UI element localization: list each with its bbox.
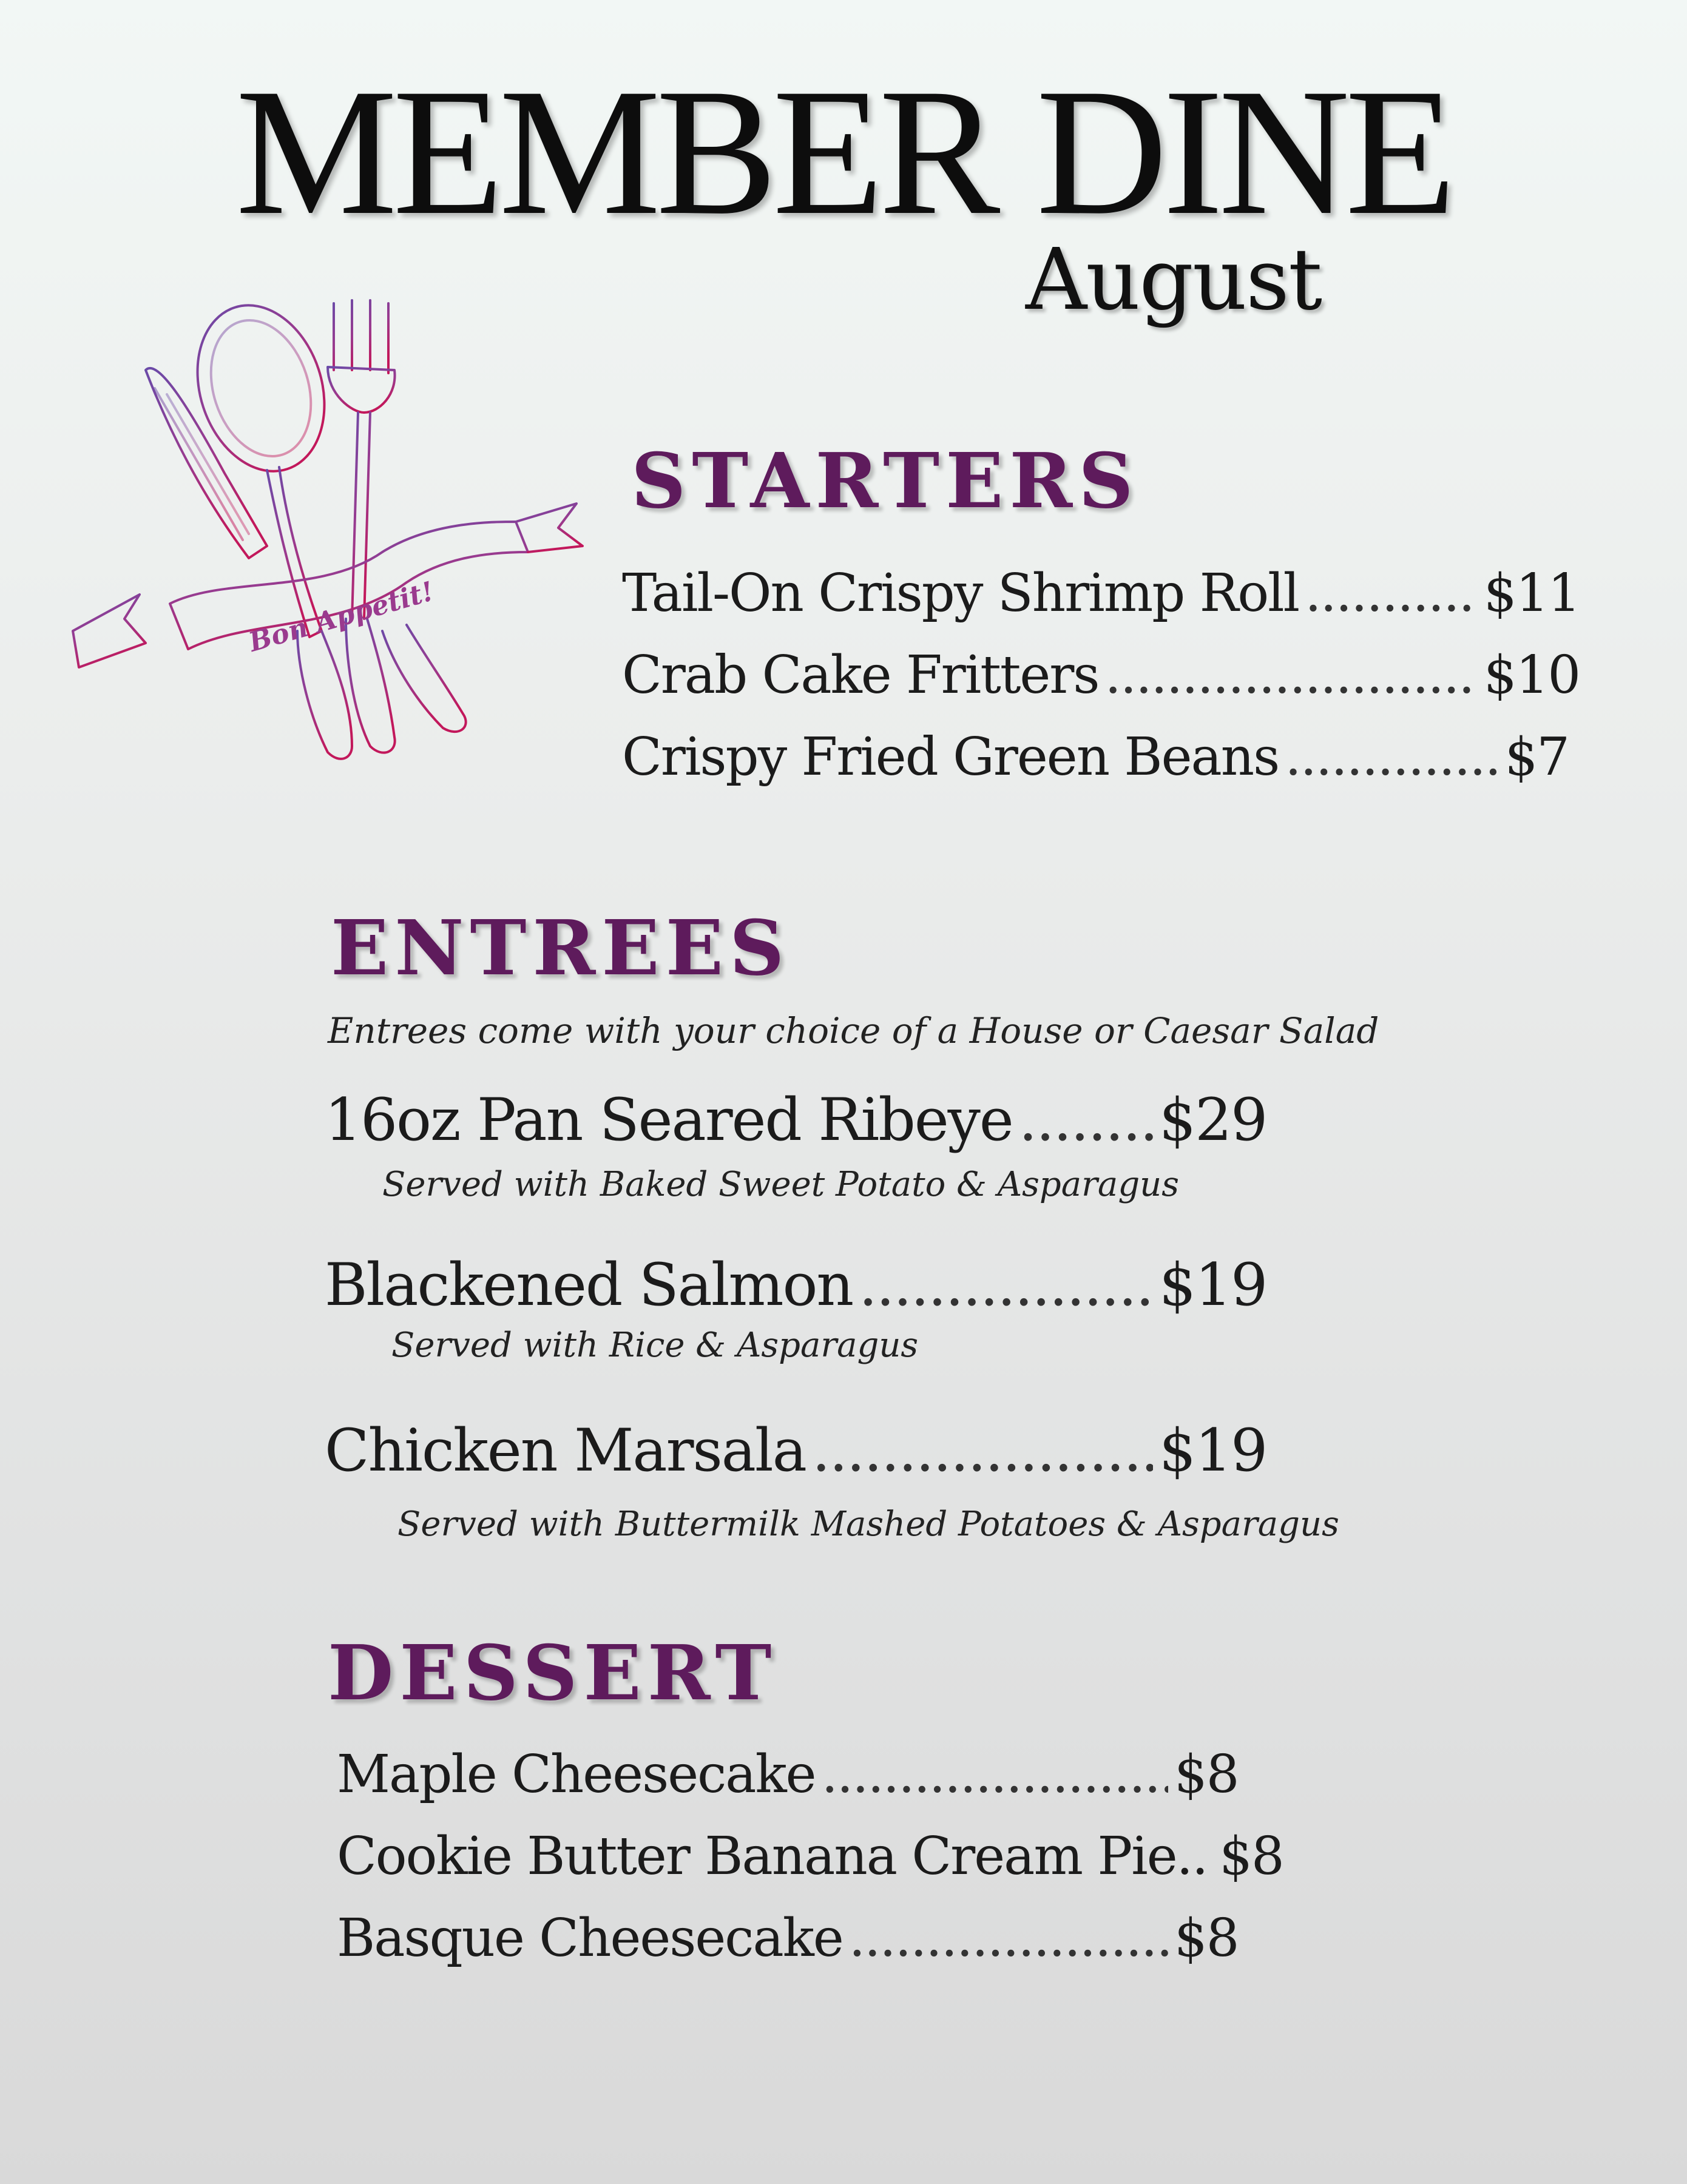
menu-item [622,645,1580,706]
menu-item [622,727,1569,787]
item-name: Basque Cheesecake [337,1908,843,1969]
item-price: $29 [1159,1086,1267,1154]
item-name: Tail-On Crispy Shrimp Roll [622,563,1299,624]
item-name: 16oz Pan Seared Ribeye [325,1086,1013,1154]
section-heading-dessert: DESSERT [328,1629,778,1717]
menu-item [325,1251,1267,1319]
month-subtitle: August [1026,231,1322,329]
item-price: $8 [1174,1908,1239,1969]
item-side-note: Served with Buttermilk Mashed Potatoes & Asparagus [397,1505,1339,1544]
menu-item [622,563,1580,624]
item-price: $11 [1484,563,1580,624]
menu-item [325,1086,1267,1154]
entrees-note: Entrees come with your choice of a House or Caesar Salad [328,1010,1379,1051]
cutlery-bon-appetit-icon [67,291,589,777]
item-side-note: Served with Rice & Asparagus [391,1326,919,1365]
item-name: Blackened Salmon [325,1251,853,1319]
item-name: Maple Cheesecake [337,1744,816,1805]
item-price: $19 [1159,1251,1267,1319]
logo-banner-text: Bon Appetit! [245,576,438,658]
item-price: $8 [1219,1826,1283,1887]
item-name: Crab Cake Fritters [622,645,1099,706]
menu-item [337,1744,1239,1805]
menu-item [337,1908,1239,1969]
item-price: $8 [1174,1744,1239,1805]
item-price: $10 [1484,645,1580,706]
menu-item [337,1826,1283,1887]
menu-item [325,1417,1267,1485]
item-side-note: Served with Baked Sweet Potato & Asparagus [382,1165,1179,1204]
item-price: $19 [1159,1417,1267,1485]
item-name: Crispy Fried Green Beans [622,727,1279,787]
section-heading-entrees: ENTREES [331,904,791,993]
section-heading-starters: STARTERS [631,437,1140,525]
item-price: $7 [1504,727,1569,787]
page-title: MEMBER DINE [235,51,1452,252]
item-name: Cookie Butter Banana Cream Pie.. [337,1826,1208,1887]
item-name: Chicken Marsala [325,1417,806,1485]
